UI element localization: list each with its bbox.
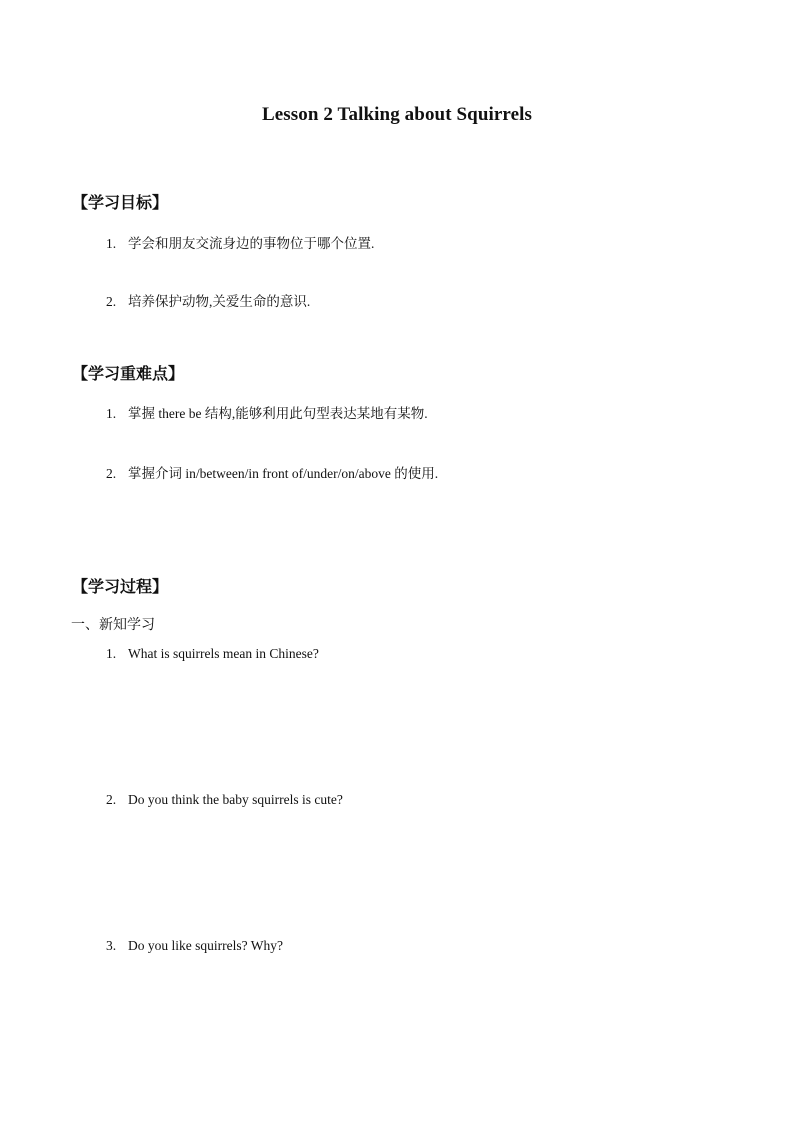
question-item: [106, 938, 283, 954]
question-item: [106, 646, 319, 662]
section-heading-objectives: 【学习目标】: [72, 193, 169, 212]
item-number: 2.: [106, 294, 117, 309]
item-text: Do you like squirrels? Why?: [128, 938, 283, 953]
section-heading-process: 【学习过程】: [72, 577, 169, 596]
list-item: [106, 462, 438, 482]
item-number: 1.: [106, 646, 117, 661]
item-text: What is squirrels mean in Chinese?: [128, 646, 319, 661]
section-heading-key-points: 【学习重难点】: [72, 364, 185, 383]
list-item: [106, 290, 310, 310]
item-text: 掌握介词 in/between/in front of/under/on/above 的使用.: [128, 466, 439, 481]
list-item: [106, 232, 374, 252]
item-text: 学会和朋友交流身边的事物位于哪个位置.: [128, 236, 375, 251]
item-number: 3.: [106, 938, 117, 953]
item-number: 2.: [106, 792, 117, 807]
item-text: 培养保护动物,关爱生命的意识.: [128, 294, 311, 309]
subsection-heading: 一、新知学习: [71, 617, 155, 633]
question-item: [106, 792, 343, 808]
item-text: Do you think the baby squirrels is cute?: [128, 792, 343, 807]
document-title: Lesson 2 Talking about Squirrels: [261, 104, 532, 125]
item-number: 1.: [106, 406, 117, 421]
list-item: [106, 402, 428, 422]
item-number: 2.: [106, 466, 117, 481]
item-number: 1.: [106, 236, 117, 251]
item-text: 掌握 there be 结构,能够利用此句型表达某地有某物.: [128, 406, 428, 421]
